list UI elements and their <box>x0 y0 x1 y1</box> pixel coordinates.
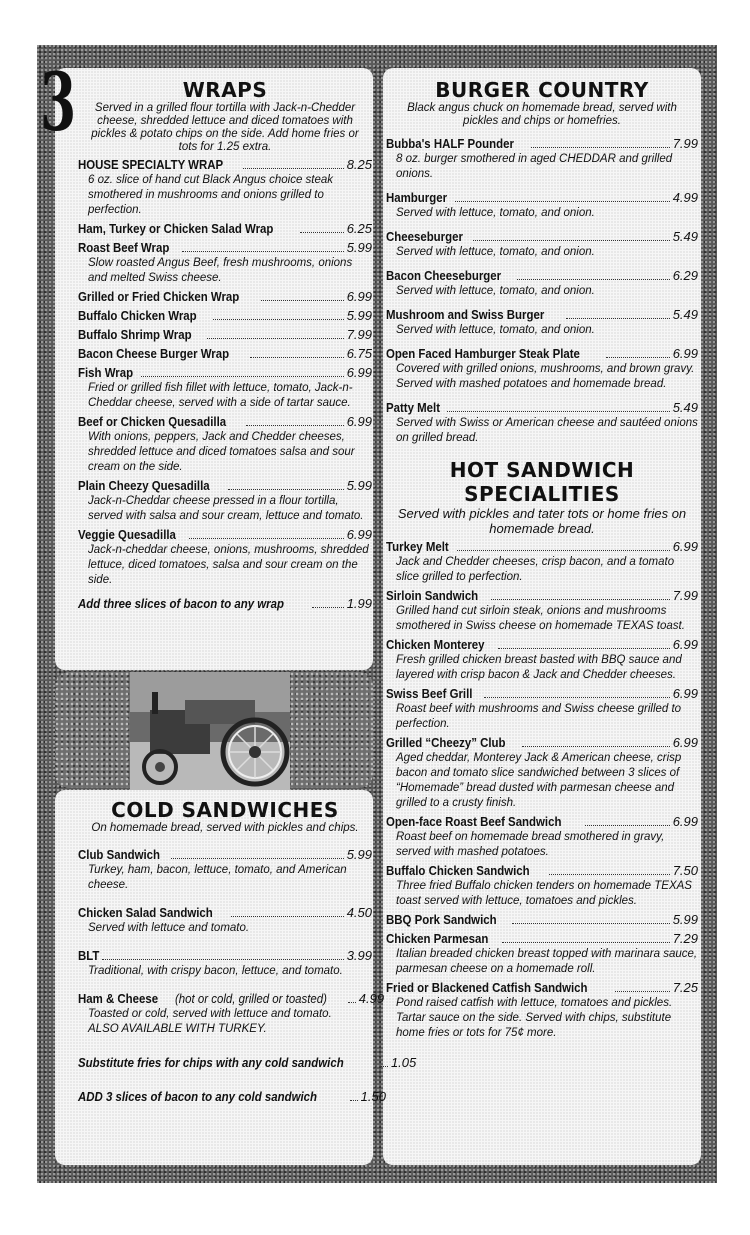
leader-dots <box>171 858 344 859</box>
item-description: Slow roasted Angus Beef, fresh mushrooms, onions and melted Swiss cheese. <box>88 257 353 284</box>
item-price: 5.49 <box>672 400 698 415</box>
menu-item <box>78 327 372 343</box>
menu-item-row <box>78 289 372 305</box>
cold-note <box>78 1055 417 1071</box>
item-price: 6.99 <box>346 414 372 429</box>
item-extra: (hot or cold, grilled or toasted) <box>175 991 328 1006</box>
item-price: 6.25 <box>346 221 372 236</box>
item-name: Patty Melt <box>386 400 441 415</box>
menu-item-row <box>78 240 372 256</box>
item-price: 7.50 <box>672 863 698 878</box>
item-description: Served with lettuce and tomato. <box>88 922 250 934</box>
leader-dots <box>261 300 343 301</box>
leader-dots <box>522 746 670 747</box>
item-description: Jack-n-Cheddar cheese pressed in a flour tortilla, served with salsa and sour cream, lettuce and tomato. <box>88 495 364 522</box>
burger-title: BURGER COUNTRY <box>435 78 649 102</box>
leader-dots <box>380 1066 388 1067</box>
menu-item <box>78 346 372 362</box>
menu-item-row <box>386 190 698 206</box>
item-name: Veggie Quesadilla <box>78 527 176 542</box>
item-name: BBQ Pork Sandwich <box>386 912 497 927</box>
menu-item-row <box>386 229 698 245</box>
item-description: Fried or grilled fish fillet with lettuce, tomato, Jack-n-Cheddar cheese, served with a side of tartar sauce. <box>88 382 353 409</box>
leader-dots <box>141 376 344 377</box>
menu-item-row <box>78 365 372 381</box>
item-price: 6.99 <box>672 686 698 701</box>
leader-dots <box>484 697 669 698</box>
item-description: 8 oz. burger smothered in aged CHEDDAR and grilled onions. <box>396 153 673 180</box>
item-name: Bubba's HALF Pounder <box>386 136 514 151</box>
menu-item-row <box>386 912 698 928</box>
leader-dots <box>498 648 670 649</box>
menu-item <box>78 478 372 524</box>
menu-item-row <box>78 414 372 430</box>
menu-item-row <box>386 686 698 702</box>
item-description: Italian breaded chicken breast topped with marinara sauce, parmesan cheese on a homemade roll. <box>396 948 698 975</box>
item-price: 7.99 <box>346 327 372 342</box>
item-price: 5.99 <box>672 912 698 927</box>
item-price: 4.50 <box>346 905 372 920</box>
leader-dots <box>447 411 669 412</box>
item-price: 6.75 <box>346 346 372 361</box>
item-name: Buffalo Shrimp Wrap <box>78 327 192 342</box>
item-description: Aged cheddar, Monterey Jack & American cheese, crisp bacon and tomato slice sandwiched between 3 slices of “Homemade” bread dusted with parmesan cheese and grilled to a crusty finish. <box>396 752 682 809</box>
menu-item-row <box>386 814 698 830</box>
leader-dots <box>566 318 670 319</box>
menu-item <box>78 289 372 305</box>
item-description: Grilled hand cut sirloin steak, onions and mushrooms smothered in Swiss cheese on homemade TEXAS toast. <box>396 605 685 632</box>
item-name: Bacon Cheeseburger <box>386 268 502 283</box>
item-name: Fried or Blackened Catfish Sandwich <box>386 980 588 995</box>
wraps-section <box>78 78 372 612</box>
hot-title: HOT SANDWICH SPECIALITIES <box>449 458 635 506</box>
page-number: 3 <box>40 55 77 149</box>
item-name: Ham & Cheese <box>78 991 159 1006</box>
menu-item-row <box>386 136 698 152</box>
item-name: Grilled “Cheezy” Club <box>386 735 506 750</box>
item-price: 6.99 <box>346 527 372 542</box>
menu-item <box>386 980 698 1041</box>
item-name: Roast Beef Wrap <box>78 240 170 255</box>
cold-subtitle: On homemade bread, served with pickles and chips. <box>91 822 359 834</box>
leader-dots <box>549 874 669 875</box>
item-name: Cheeseburger <box>386 229 463 244</box>
item-price: 6.99 <box>672 814 698 829</box>
leader-dots <box>517 279 670 280</box>
menu-item-row <box>386 268 698 284</box>
item-description: Jack and Chedder cheeses, crisp bacon, and a tomato slice grilled to perfection. <box>396 556 675 583</box>
item-name: Buffalo Chicken Sandwich <box>386 863 530 878</box>
wraps-subtitle: Served in a grilled flour tortilla with Jack-n-Chedder cheese, shredded lettuce and diced tomatoes with pickles & potato chips on the side. Add home fries or tots for 1.25 extra. <box>91 102 359 153</box>
menu-item-row <box>78 478 372 494</box>
wraps-title: WRAPS <box>182 78 268 102</box>
menu-item-row <box>78 346 372 362</box>
leader-dots <box>455 201 669 202</box>
item-price: 5.49 <box>672 307 698 322</box>
menu-item-row <box>78 991 385 1007</box>
item-description: Three fried Buffalo chicken tenders on homemade TEXAS toast served with lettuce, tomatoes and pickles. <box>396 880 692 907</box>
menu-item-row <box>386 588 698 604</box>
item-price: 4.99 <box>672 190 698 205</box>
item-description: Served with Swiss or American cheese and sautéed onions on grilled bread. <box>396 417 698 444</box>
menu-item <box>386 686 698 732</box>
menu-item-row <box>386 307 698 323</box>
menu-item <box>78 157 372 218</box>
item-name: Mushroom and Swiss Burger <box>386 307 545 322</box>
item-name: Bacon Cheese Burger Wrap <box>78 346 230 361</box>
leader-dots <box>531 147 669 148</box>
item-name: Buffalo Chicken Wrap <box>78 308 197 323</box>
menu-item <box>386 735 698 811</box>
item-price: 6.99 <box>672 539 698 554</box>
item-price: 6.99 <box>672 735 698 750</box>
item-description: Roast beef on homemade bread smothered in gravy, served with mashed potatoes. <box>396 831 665 858</box>
item-price: 5.49 <box>672 229 698 244</box>
cold-section <box>78 798 417 1105</box>
item-name: BLT <box>78 948 100 963</box>
item-price: 6.29 <box>672 268 698 283</box>
leader-dots <box>348 1002 356 1003</box>
menu-item <box>386 346 698 392</box>
leader-dots <box>243 168 344 169</box>
item-name: Chicken Monterey <box>386 637 485 652</box>
menu-item <box>78 240 372 286</box>
leader-dots <box>213 319 344 320</box>
menu-item-row <box>78 327 372 343</box>
item-name: Open Faced Hamburger Steak Plate <box>386 346 580 361</box>
menu-item <box>386 190 698 221</box>
hot-subtitle: Served with pickles and tater tots or home fries on homemade bread. <box>397 506 687 536</box>
menu-item-row <box>78 157 372 173</box>
item-name: Plain Cheezy Quesadilla <box>78 478 210 493</box>
item-name: Sirloin Sandwich <box>386 588 479 603</box>
menu-item <box>386 637 698 683</box>
item-name: HOUSE SPECIALTY WRAP <box>78 157 224 172</box>
burger-subtitle: Black angus chuck on homemade bread, served with pickles and chips or homefries. <box>407 102 677 127</box>
wraps-bacon-note: Add three slices of bacon to any wrap 1.99 <box>78 596 372 611</box>
menu-item <box>78 905 372 936</box>
leader-dots <box>231 916 344 917</box>
menu-item <box>386 229 698 260</box>
note-price: 1.50 <box>360 1089 386 1104</box>
item-name: Grilled or Fried Chicken Wrap <box>78 289 240 304</box>
leader-dots <box>189 538 343 539</box>
item-price: 5.99 <box>346 308 372 323</box>
item-description: Fresh grilled chicken breast basted with BBQ sauce and layered with crisp bacon & Jack and Chedder cheeses. <box>396 654 682 681</box>
item-name: Ham, Turkey or Chicken Salad Wrap <box>78 221 274 236</box>
leader-dots <box>585 825 669 826</box>
leader-dots <box>300 232 344 233</box>
item-description: Served with lettuce, tomato, and onion. <box>396 207 595 219</box>
menu-item-row <box>386 735 698 751</box>
menu-item <box>386 588 698 634</box>
leader-dots <box>606 357 669 358</box>
item-price: 7.99 <box>672 588 698 603</box>
leader-dots <box>250 357 344 358</box>
menu-item <box>78 414 372 475</box>
item-name: Chicken Salad Sandwich <box>78 905 213 920</box>
item-price: 4.99 <box>358 991 385 1006</box>
menu-item-row <box>386 637 698 653</box>
item-price: 7.25 <box>672 980 698 995</box>
item-price: 6.99 <box>346 289 372 304</box>
tractor-photo <box>130 672 290 790</box>
item-name: Turkey Melt <box>386 539 449 554</box>
menu-item <box>386 863 698 909</box>
menu-item <box>78 847 372 893</box>
menu-item-row <box>78 905 372 921</box>
menu-item-row <box>386 346 698 362</box>
item-description: With onions, peppers, Jack and Chedder cheeses, shredded lettuce and diced tomatoes salsa and sour cream on the side. <box>88 431 355 473</box>
cold-note <box>78 1089 386 1105</box>
item-name: Chicken Parmesan <box>386 931 489 946</box>
item-price: 7.99 <box>672 136 698 151</box>
item-description: Served with lettuce, tomato, and onion. <box>396 285 595 297</box>
menu-item-row <box>78 948 372 964</box>
item-price: 6.99 <box>346 365 372 380</box>
menu-item-row <box>386 400 698 416</box>
leader-dots <box>246 425 343 426</box>
menu-item <box>386 539 698 585</box>
item-price: 3.99 <box>346 948 372 963</box>
menu-item <box>386 400 698 446</box>
menu-item <box>386 136 698 182</box>
right-section <box>386 78 698 1041</box>
menu-item-row <box>78 221 372 237</box>
menu-item <box>78 365 372 411</box>
item-description: Served with lettuce, tomato, and onion. <box>396 324 595 336</box>
menu-item-row <box>78 527 372 543</box>
leader-dots <box>457 550 669 551</box>
menu-item <box>78 527 372 588</box>
leader-dots <box>512 923 670 924</box>
leader-dots <box>615 991 670 992</box>
leader-dots <box>350 1100 358 1101</box>
item-description: Roast beef with mushrooms and Swiss cheese grilled to perfection. <box>396 703 682 730</box>
leader-dots <box>502 942 669 943</box>
item-price: 8.25 <box>346 157 372 172</box>
menu-item <box>78 991 385 1037</box>
item-description: Pond raised catfish with lettuce, tomatoes and pickles. Tartar sauce on the side. Served with chips, substitute home fries or tots for 75¢ more. <box>396 997 673 1039</box>
menu-item-row <box>78 847 372 863</box>
cold-title: COLD SANDWICHES <box>111 798 339 822</box>
menu-item <box>386 912 698 928</box>
item-price: 6.99 <box>672 346 698 361</box>
leader-dots <box>102 959 343 960</box>
menu-item-row <box>78 308 372 324</box>
menu-item-row <box>386 863 698 879</box>
item-description: 6 oz. slice of hand cut Black Angus choice steak smothered in mushrooms and onions grilled to perfection. <box>88 174 334 216</box>
menu-item-row <box>386 980 698 996</box>
item-price: 5.99 <box>346 240 372 255</box>
menu-item <box>386 268 698 299</box>
item-price: 6.99 <box>672 637 698 652</box>
note-price: 1.05 <box>390 1055 417 1070</box>
menu-item <box>78 308 372 324</box>
item-description: Covered with grilled onions, mushrooms, and brown gravy. Served with mashed potatoes and homemade bread. <box>396 363 695 390</box>
item-description: Traditional, with crispy bacon, lettuce, and tomato. <box>88 965 343 977</box>
item-name: Fish Wrap <box>78 365 134 380</box>
note-text: ADD 3 slices of bacon to any cold sandwich <box>78 1089 318 1104</box>
leader-dots <box>182 251 344 252</box>
note-text: Substitute fries for chips with any cold sandwich <box>78 1055 344 1070</box>
item-name: Swiss Beef Grill <box>386 686 473 701</box>
menu-item <box>386 307 698 338</box>
menu-item <box>78 221 372 237</box>
item-description: Turkey, ham, bacon, lettuce, tomato, and American cheese. <box>88 864 347 891</box>
item-name: Club Sandwich <box>78 847 160 862</box>
menu-item-row <box>386 931 698 947</box>
item-name: Hamburger <box>386 190 448 205</box>
item-price: 5.99 <box>346 847 372 862</box>
leader-dots <box>228 489 344 490</box>
menu-item <box>386 931 698 977</box>
item-description-extra: ALSO AVAILABLE WITH TURKEY. <box>88 1023 267 1035</box>
leader-dots <box>207 338 344 339</box>
item-name: Beef or Chicken Quesadilla <box>78 414 227 429</box>
item-name: Open-face Roast Beef Sandwich <box>386 814 562 829</box>
item-description: Jack-n-cheddar cheese, onions, mushrooms, shredded lettuce, diced tomatoes, salsa and sour cream on the side. <box>88 544 369 586</box>
item-description: Toasted or cold, served with lettuce and tomato. <box>88 1008 332 1020</box>
menu-item <box>386 814 698 860</box>
item-price: 7.29 <box>672 931 698 946</box>
leader-dots <box>491 599 670 600</box>
item-description: Served with lettuce, tomato, and onion. <box>396 246 595 258</box>
menu-item <box>78 948 372 979</box>
leader-dots <box>473 240 669 241</box>
item-price: 5.99 <box>346 478 372 493</box>
menu-item-row <box>386 539 698 555</box>
